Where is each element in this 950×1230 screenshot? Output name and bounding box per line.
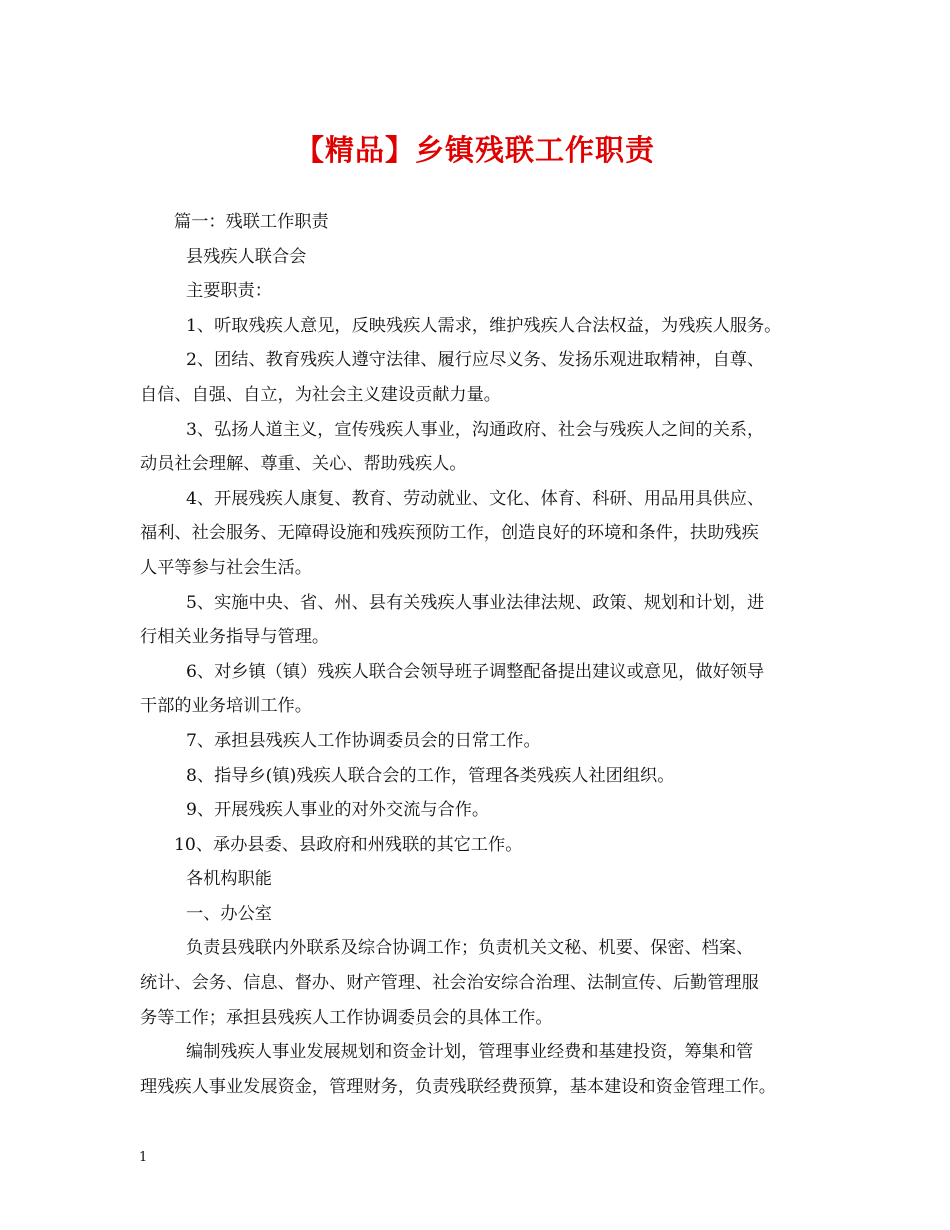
- paragraph-line: 编制残疾人事业发展规划和资金计划，管理事业经费和基建投资，筹集和管: [186, 1042, 754, 1063]
- paragraph-line: 动员社会理解、尊重、关心、帮助残疾人。: [140, 454, 467, 475]
- paragraph-line: 统计、会务、信息、督办、财产管理、社会治安综合治理、法制宣传、后勤管理服: [140, 973, 759, 994]
- paragraph-line: 各机构职能: [186, 869, 272, 890]
- paragraph-line: 务等工作；承担县残疾人工作协调委员会的具体工作。: [140, 1007, 553, 1028]
- document-body: [140, 205, 820, 1104]
- paragraph-line: 2、团结、教育残疾人遵守法律、履行应尽义务、发扬乐观进取精神，自尊、: [186, 350, 765, 371]
- paragraph-line: 7、承担县残疾人工作协调委员会的日常工作。: [186, 730, 541, 751]
- paragraph-line: 6、对乡镇（镇）残疾人联合会领导班子调整配备提出建议或意见，做好领导: [186, 661, 765, 682]
- paragraph-line: 人平等参与社会生活。: [140, 557, 312, 578]
- paragraph-line: 县残疾人联合会: [186, 246, 307, 267]
- paragraph-line: 理残疾人事业发展资金，管理财务，负责残联经费预算，基本建设和资金管理工作。: [140, 1076, 776, 1097]
- paragraph-line: 一、办公室: [186, 903, 272, 924]
- document-title: 【精品】乡镇残联工作职责: [294, 133, 655, 167]
- paragraph-line: 8、指导乡(镇)残疾人联合会的工作，管理各类残疾人社团组织。: [186, 765, 675, 786]
- paragraph-line: 5、实施中央、省、州、县有关残疾人事业法律法规、政策、规划和计划，进: [186, 592, 765, 613]
- paragraph-line: 主要职责：: [186, 281, 272, 302]
- paragraph-line: 行相关业务指导与管理。: [140, 627, 330, 648]
- paragraph-line: 自信、自强、自立，为社会主义建设贡献力量。: [140, 384, 501, 405]
- paragraph-line: 9、开展残疾人事业的对外交流与合作。: [186, 800, 490, 821]
- paragraph-line: 负责县残联内外联系及综合协调工作；负责机关文秘、机要、保密、档案、: [186, 938, 754, 959]
- page-number: 1: [139, 1150, 148, 1165]
- paragraph-line: 篇一：残联工作职责: [174, 212, 329, 232]
- paragraph-line: 福利、社会服务、无障碍设施和残疾预防工作，创造良好的环境和条件，扶助残疾: [140, 523, 759, 544]
- paragraph-line: 1、听取残疾人意见，反映残疾人需求，维护残疾人合法权益，为残疾人服务。: [186, 315, 782, 336]
- paragraph-line: 10、承办县委、县政府和州残联的其它工作。: [174, 834, 523, 855]
- paragraph-line: 4、开展残疾人康复、教育、劳动就业、文化、体育、科研、用品用具供应、: [186, 488, 765, 509]
- paragraph-line: 3、弘扬人道主义，宣传残疾人事业，沟通政府、社会与残疾人之间的关系，: [186, 419, 765, 440]
- paragraph-line: 干部的业务培训工作。: [140, 696, 312, 717]
